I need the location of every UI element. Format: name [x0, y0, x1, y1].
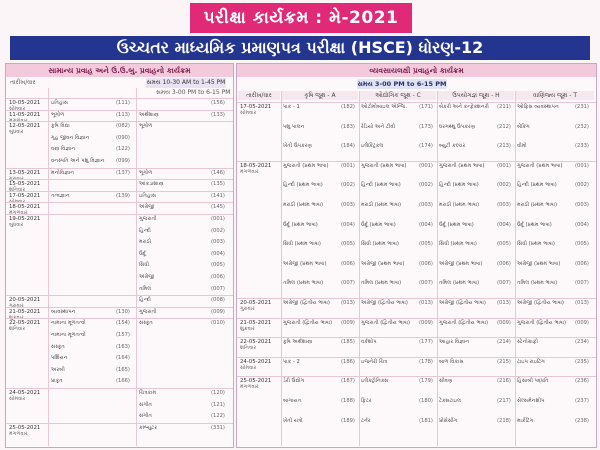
paper-code: (006) — [341, 260, 355, 267]
paper-name: ટર્નર — [361, 417, 371, 424]
paper-code: (006) — [419, 260, 433, 267]
paper-name: ભૂગોળ — [51, 111, 65, 118]
paper-code: (003) — [575, 202, 589, 208]
paper-name: સીવણ — [439, 378, 453, 385]
paper-name: ગુજરાતી (દ્વિતીય ભાષા) — [439, 319, 489, 326]
paper-code: (187) — [341, 378, 355, 385]
paper-code: (232) — [575, 123, 589, 130]
paper-name: વસ્ત્ર વિજ્ઞાન — [51, 146, 76, 153]
paper-name: માર્કેટિંગ — [517, 417, 534, 424]
paper-name: ટેક્સટાઇલ — [439, 398, 462, 404]
paper-code: (234) — [575, 339, 589, 346]
paper-name: ખેતી યંત્રો — [283, 417, 303, 424]
paper-code: (113) — [116, 111, 130, 118]
paper-name: પશુ પાલન — [283, 123, 305, 130]
paper-code: (099) — [116, 158, 130, 164]
paper-code: (111) — [116, 100, 130, 106]
paper-code: (001) — [341, 162, 355, 169]
schedule-day: શુક્રવાર — [240, 325, 255, 332]
paper-code: (145) — [211, 204, 225, 211]
schedule-day: ગુરુવાર — [9, 303, 24, 310]
paper-name: તત્વજ્ઞાન — [51, 192, 70, 199]
paper-code: (004) — [497, 221, 511, 228]
paper-code: (186) — [341, 358, 355, 365]
schedule-date: 21-05-2021 — [240, 319, 272, 326]
schedule-date: 22-05-2021 — [9, 320, 41, 327]
paper-code: (003) — [341, 202, 355, 208]
paper-name: સંગીત — [139, 401, 152, 408]
paper-code: (001) — [497, 162, 511, 169]
paper-name: ટાઇપ રાઇટિંગ — [517, 358, 545, 365]
paper-code: (002) — [341, 182, 355, 189]
paper-code: (007) — [341, 280, 355, 287]
paper-code: (141) — [211, 192, 225, 199]
schedule-date: 11-05-2021 — [9, 111, 41, 118]
paper-name: વીમો — [517, 143, 527, 150]
paper-name: કૃષિ વિદ્યા — [51, 123, 70, 130]
left-time-afternoon: સમય 3-00 PM to 6-15 PM — [156, 88, 231, 96]
paper-code: (002) — [575, 182, 589, 189]
left-time-morning: સમય 10-30 AM to 1-45 PM — [146, 79, 226, 86]
paper-name: ગુજરાતી — [139, 308, 157, 315]
paper-name: સંસ્કૃત — [139, 320, 153, 327]
paper-code: (007) — [497, 280, 511, 287]
left-time-header — [146, 78, 226, 88]
paper-name: અંગ્રેજી (પ્રથમ ભાષા) — [439, 260, 483, 267]
paper-name: ઇલેક્ટ્રોનિક્સ — [361, 378, 389, 385]
paper-name: હિસાબી પદ્ધતિ — [517, 378, 549, 385]
paper-code: (001) — [211, 216, 225, 222]
paper-name: અર્થશાસ્ત્ર — [139, 111, 159, 118]
paper-code: (211) — [497, 104, 511, 110]
paper-name: કમ્પ્યુટર — [139, 424, 158, 431]
paper-code: (013) — [575, 300, 589, 306]
paper-name: અંગ્રેજી (પ્રથમ ભાષા) — [283, 260, 327, 267]
paper-code: (238) — [575, 417, 589, 424]
paper-name: ઘરગથ્થુ ઉપકરણ — [439, 123, 476, 130]
schedule-date: 15-05-2021 — [9, 181, 41, 188]
paper-code: (171) — [419, 104, 433, 110]
schedule-date: 25-05-2021 — [240, 378, 272, 385]
right-col-date-header: તારીખ/વાર — [238, 91, 280, 100]
paper-name: તમિલ — [139, 285, 152, 292]
paper-code: (009) — [497, 319, 511, 326]
paper-code: (217) — [497, 398, 511, 404]
paper-name: અંગ્રેજી (દ્વિતીય ભાષા) — [517, 300, 564, 306]
paper-name: મનોવિજ્ઞાન — [51, 169, 75, 176]
paper-code: (004) — [575, 221, 589, 228]
paper-name: તમિલ (પ્રથમ ભાષા) — [361, 280, 402, 287]
paper-code: (237) — [575, 398, 589, 404]
paper-code: (216) — [497, 378, 511, 385]
schedule-date: 18-05-2021 — [240, 162, 272, 169]
paper-name: ગુજરાતી (દ્વિતીય ભાષા) — [517, 319, 567, 326]
paper-code: (135) — [211, 181, 225, 188]
paper-code: (139) — [116, 192, 130, 199]
paper-name: ગુજરાતી — [139, 216, 157, 222]
paper-name: ગુજરાતી (પ્રથમ ભાષા) — [361, 162, 407, 169]
paper-code: (007) — [211, 285, 225, 292]
paper-name: ઉર્દૂ (પ્રથમ ભાષા) — [283, 221, 318, 228]
paper-code: (120) — [211, 390, 225, 396]
paper-code: (005) — [341, 241, 355, 248]
paper-code: (184) — [341, 143, 355, 150]
paper-name: અંગ્રેજી (દ્વિતીય ભાષા) — [439, 300, 486, 306]
vocational-stream-panel — [236, 63, 597, 448]
schedule-date: 24-05-2021 — [240, 358, 272, 365]
vocational-stream-title: વ્યવસાયલક્ષી પ્રવાહનો કાર્યક્રમ — [237, 64, 596, 77]
paper-code: (009) — [211, 308, 225, 315]
schedule-date: 19-05-2021 — [9, 216, 41, 222]
paper-name: ઇતિહાસ — [139, 192, 157, 199]
paper-code: (002) — [211, 227, 225, 234]
paper-code: (235) — [575, 358, 589, 365]
paper-code: (185) — [341, 339, 355, 346]
general-stream-panel — [5, 63, 234, 448]
paper-name: ઇલેક્ટ્રિકલ — [361, 143, 384, 150]
schedule-date: 17-05-2021 — [240, 104, 272, 110]
schedule-date: 13-05-2021 — [9, 169, 41, 176]
paper-code: (006) — [575, 260, 589, 267]
schedule-date: 21-05-2021 — [9, 308, 41, 315]
paper-code: (214) — [497, 339, 511, 346]
schedule-day: ગુરુવાર — [9, 175, 24, 182]
paper-name: હિન્દી (પ્રથમ ભાષા) — [283, 182, 323, 189]
paper-code: (009) — [341, 319, 355, 326]
paper-code: (007) — [575, 280, 589, 287]
left-col-date-header: તારીખ/વાર — [10, 78, 36, 86]
exam-banner: ઉચ્ચતર માધ્યમિક પ્રમાણપત્ર પરીક્ષા (HSCE) ધોરણ-12 — [10, 36, 590, 60]
paper-name: રેડિયો અને ટીવી — [361, 123, 396, 130]
paper-code: (166) — [116, 378, 130, 385]
paper-code: (013) — [419, 300, 433, 306]
paper-name: નામાના મૂળતત્વો — [51, 332, 86, 338]
paper-name: ગુજરાતી (પ્રથમ ભાષા) — [283, 162, 329, 169]
schedule-date: 10-05-2021 — [9, 100, 41, 106]
schedule-date: 18-05-2021 — [9, 204, 41, 211]
paper-name: ગુજરાતી (દ્વિતીય ભાષા) — [361, 319, 411, 326]
paper-name: હિન્દી (પ્રથમ ભાષા) — [439, 182, 479, 189]
paper-name: અરબી — [51, 366, 65, 373]
paper-name: વ્યવસ્થાપન — [51, 308, 76, 315]
paper-code: (178) — [419, 358, 433, 365]
schedule-day: સોમવાર — [240, 110, 257, 116]
schedule-date: 22-05-2021 — [240, 339, 272, 346]
paper-code: (133) — [211, 111, 225, 118]
schedule-date: 12-05-2021 — [9, 123, 41, 130]
paper-name: ઉર્દૂ (પ્રથમ ભાષા) — [439, 221, 474, 228]
paper-name: બેકરી અને કન્ફેક્શનરી — [439, 104, 489, 110]
paper-code: (156) — [211, 100, 225, 106]
paper-name: બાળ વિકાસ — [439, 358, 464, 365]
paper-name: સિંધી (પ્રથમ ભાષા) — [283, 241, 321, 248]
paper-name: સિંધી (પ્રથમ ભાષા) — [517, 241, 555, 248]
paper-name: સેલ્સમેનશીપ — [517, 398, 545, 404]
paper-code: (006) — [211, 274, 225, 280]
paper-name: ભૂગોળ — [139, 169, 153, 176]
paper-code: (181) — [419, 417, 433, 424]
exam-title: પરીક્ષા કાર્યક્રમ : મે-2021 — [190, 3, 412, 33]
paper-name: ઉર્દૂ (પ્રથમ ભાષા) — [361, 221, 396, 228]
schedule-day: સોમવાર — [9, 396, 26, 402]
paper-name: ડેરી ઉદ્યોગ — [283, 378, 305, 385]
schedule-day: બુધવાર — [9, 129, 24, 136]
paper-code: (331) — [211, 424, 225, 431]
general-stream-title: સામાન્ય પ્રવાહ અને ઉ.ઉ.બુ. પ્રવાહનો કાર્યક્રમ — [6, 64, 233, 77]
paper-code: (165) — [116, 366, 130, 373]
group-header-a: કૃષિ જૂથ - A — [282, 91, 358, 100]
paper-code: (212) — [497, 123, 511, 130]
schedule-day: મંગળવાર — [240, 168, 259, 175]
schedule-day: મંગળવાર — [9, 210, 28, 217]
schedule-day: શનિવાર — [9, 187, 26, 194]
paper-code: (188) — [341, 398, 355, 404]
paper-name: બેંકિંગ — [517, 123, 530, 130]
paper-name: ઓફિસ વ્યવસ્થાપન — [517, 104, 559, 110]
paper-name: આંકડાશાસ્ત્ર — [139, 181, 164, 188]
schedule-day: ગુરુવાર — [240, 306, 255, 312]
paper-name: ભૂગોળ — [139, 123, 153, 130]
paper-code: (013) — [341, 300, 355, 306]
paper-code: (002) — [497, 182, 511, 189]
schedule-day: મંગળવાર — [240, 384, 259, 391]
schedule-day: મંગળવાર — [9, 117, 28, 124]
paper-name: અંગ્રેજી (પ્રથમ ભાષા) — [517, 260, 561, 267]
paper-code: (003) — [497, 202, 511, 208]
paper-name: હિન્દી — [139, 227, 151, 234]
paper-name: અંગ્રેજી (દ્વિતીય ભાષા) — [283, 300, 330, 306]
paper-code: (157) — [116, 332, 130, 338]
paper-name: ઇજનેરી ચિત્ર — [361, 358, 388, 365]
paper-name: ઉર્દૂ — [139, 250, 146, 257]
paper-name: પાક - 1 — [283, 104, 300, 110]
paper-code: (154) — [116, 320, 130, 327]
paper-code: (137) — [116, 169, 130, 176]
paper-name: વર્કશોપ — [361, 339, 377, 346]
paper-code: (006) — [497, 260, 511, 267]
paper-name: આહાર વિજ્ઞાન — [439, 339, 470, 346]
paper-name: મરાઠી — [139, 239, 152, 246]
schedule-date: 20-05-2021 — [9, 297, 41, 304]
paper-code: (005) — [497, 241, 511, 248]
paper-code: (004) — [211, 250, 225, 257]
group-header-h: ઉપયોગજ્ઞ જૂથ - H — [438, 91, 514, 100]
paper-code: (007) — [419, 280, 433, 287]
paper-code: (179) — [419, 378, 433, 385]
paper-code: (189) — [341, 417, 355, 424]
paper-code: (122) — [211, 413, 225, 420]
paper-code: (233) — [575, 143, 589, 150]
paper-code: (008) — [211, 297, 225, 304]
paper-code: (009) — [575, 319, 589, 326]
paper-code: (236) — [575, 378, 589, 385]
group-header-t: વાણિજ્ય જૂથ - T — [516, 91, 594, 100]
paper-name: ખેતી ઉપકરણ — [283, 143, 312, 150]
paper-code: (163) — [116, 343, 130, 350]
schedule-day: સોમવાર — [240, 364, 257, 371]
paper-code: (005) — [575, 241, 589, 248]
schedule-day: સોમવાર — [9, 198, 26, 205]
paper-name: ગુજરાતી (દ્વિતીય ભાષા) — [283, 319, 333, 326]
paper-code: (180) — [419, 398, 433, 404]
paper-code: (215) — [497, 358, 511, 365]
paper-code: (003) — [419, 202, 433, 208]
paper-name: હિન્દી (પ્રથમ ભાષા) — [517, 182, 557, 189]
paper-code: (001) — [419, 162, 433, 169]
paper-code: (174) — [419, 143, 433, 150]
paper-name: અંગ્રેજી — [139, 204, 155, 211]
right-time-header: સમય 3-00 PM to 6-15 PM — [357, 79, 447, 88]
paper-name: અંગ્રેજી (પ્રથમ ભાષા) — [361, 260, 405, 267]
paper-name: તમિલ (પ્રથમ ભાષા) — [439, 280, 480, 287]
paper-name: ગુજરાતી (પ્રથમ ભાષા) — [517, 162, 563, 169]
paper-name: મરાઠી (પ્રથમ ભાષા) — [439, 202, 480, 208]
paper-name: બાગાયત — [283, 398, 302, 404]
paper-name: સંગીત — [139, 413, 152, 420]
paper-name: તમિલ (પ્રથમ ભાષા) — [283, 280, 324, 287]
paper-name: સિંધી (પ્રથમ ભાષા) — [361, 241, 399, 248]
schedule-date: 24-05-2021 — [9, 390, 41, 396]
paper-name: ઇતિહાસ — [51, 100, 69, 106]
paper-name: કૃષિ અર્થશાસ્ત્ર — [283, 339, 313, 346]
paper-code: (218) — [497, 417, 511, 424]
schedule-date: 17-05-2021 — [9, 192, 41, 199]
paper-code: (177) — [419, 339, 433, 346]
paper-code: (146) — [211, 169, 225, 176]
schedule-day: બુધવાર — [9, 222, 24, 228]
schedule-day: શુક્રવાર — [9, 314, 24, 321]
paper-code: (090) — [116, 134, 130, 141]
paper-name: ચિત્રકામ — [139, 390, 157, 396]
paper-name: બ્યુટી કલ્ચર — [439, 143, 466, 150]
paper-code: (121) — [211, 401, 225, 408]
paper-code: (164) — [116, 355, 130, 362]
schedule-date: 20-05-2021 — [240, 300, 272, 306]
paper-code: (082) — [116, 123, 130, 130]
paper-code: (173) — [419, 123, 433, 130]
paper-name: પાક - 2 — [283, 358, 300, 365]
paper-name: તમિલ (પ્રથમ ભાષા) — [517, 280, 558, 287]
paper-code: (213) — [497, 143, 511, 150]
paper-name: મરાઠી (પ્રથમ ભાષા) — [517, 202, 558, 208]
schedule-date: 25-05-2021 — [9, 424, 41, 431]
paper-name: વનસ્પતિ અને પશુ વિજ્ઞાન — [51, 158, 105, 164]
paper-code: (183) — [341, 123, 355, 130]
schedule-day: મંગળવાર — [9, 430, 28, 437]
paper-name: ગુજરાતી (પ્રથમ ભાષા) — [439, 162, 485, 169]
paper-name: હિન્દી — [139, 297, 151, 304]
schedule-day: સોમવાર — [9, 106, 26, 112]
paper-name: ઉર્દૂ (પ્રથમ ભાષા) — [517, 221, 552, 228]
paper-code: (005) — [419, 241, 433, 248]
paper-name: અંગ્રેજી (દ્વિતીય ભાષા) — [361, 300, 408, 306]
paper-name: ફિટર — [361, 398, 372, 404]
paper-code: (003) — [211, 239, 225, 246]
paper-code: (001) — [575, 162, 589, 169]
paper-name: સંસ્કૃત — [51, 343, 65, 350]
paper-code: (004) — [419, 221, 433, 228]
paper-code: (231) — [575, 104, 589, 110]
paper-code: (122) — [116, 146, 130, 153]
paper-code: (013) — [497, 300, 511, 306]
schedule-day: શનિવાર — [9, 326, 26, 333]
paper-name: અંગ્રેજી — [139, 274, 155, 280]
paper-name: પર્શિયન — [51, 355, 68, 362]
paper-name: ઓટોમોબાઇલ એન્જિ. — [361, 104, 408, 110]
paper-code: (009) — [419, 319, 433, 326]
paper-name: નામાના મૂળતત્વો — [51, 320, 86, 327]
paper-name: હિન્દી (પ્રથમ ભાષા) — [361, 182, 401, 189]
paper-name: સ્ટેનોગ્રાફી — [517, 339, 538, 346]
paper-name: પ્રાકૃત — [51, 378, 63, 385]
paper-code: (004) — [341, 221, 355, 228]
paper-name: ગૃહ જીવન વિજ્ઞાન — [51, 134, 90, 141]
group-header-c: ઔદ્યોગિક જૂથ - C — [360, 91, 436, 100]
paper-code: (005) — [211, 262, 225, 269]
paper-name: સિંધી (પ્રથમ ભાષા) — [439, 241, 477, 248]
paper-name: પ્રોસેસીંગ — [439, 417, 458, 424]
paper-code: (002) — [419, 182, 433, 189]
paper-code: (010) — [211, 320, 225, 327]
schedule-day: શનિવાર — [240, 345, 257, 352]
paper-code: (182) — [341, 104, 355, 110]
paper-name: મરાઠી (પ્રથમ ભાષા) — [361, 202, 402, 208]
paper-code: (130) — [116, 308, 130, 315]
paper-name: સિંધી — [139, 262, 149, 269]
paper-name: મરાઠી (પ્રથમ ભાષા) — [283, 202, 324, 208]
